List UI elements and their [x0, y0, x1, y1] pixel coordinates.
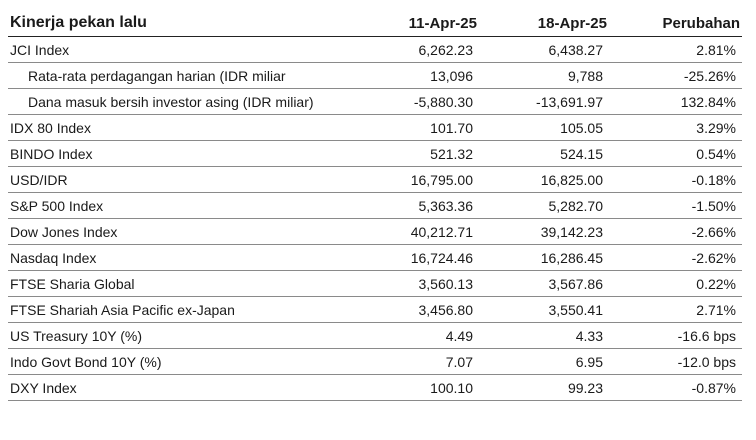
- value-date-2: 3,567.86: [479, 271, 609, 297]
- table-row: [8, 375, 742, 401]
- table-row: [8, 37, 742, 63]
- value-date-2: 524.15: [479, 141, 609, 167]
- value-date-2: 16,825.00: [479, 167, 609, 193]
- change-value: 0.54%: [609, 141, 742, 167]
- table-body: [8, 37, 742, 401]
- value-date-2: 6.95: [479, 349, 609, 375]
- table-header: [8, 10, 742, 37]
- value-date-2: 9,788: [479, 63, 609, 89]
- value-date-1: 6,262.23: [353, 37, 479, 63]
- value-date-2: 3,550.41: [479, 297, 609, 323]
- value-date-2: 39,142.23: [479, 219, 609, 245]
- value-date-1: 16,724.46: [353, 245, 479, 271]
- table-row: [8, 89, 742, 115]
- row-label: US Treasury 10Y (%): [8, 323, 353, 349]
- value-date-2: -13,691.97: [479, 89, 609, 115]
- row-label: Dow Jones Index: [8, 219, 353, 245]
- value-date-2: 99.23: [479, 375, 609, 401]
- row-label: FTSE Sharia Global: [8, 271, 353, 297]
- row-label: Rata-rata perdagangan harian (IDR miliar: [8, 63, 353, 89]
- value-date-1: 101.70: [353, 115, 479, 141]
- table-row: [8, 245, 742, 271]
- column-header-date-2: 18-Apr-25: [479, 10, 609, 37]
- value-date-2: 4.33: [479, 323, 609, 349]
- table-row: [8, 167, 742, 193]
- table-row: [8, 115, 742, 141]
- change-value: -0.18%: [609, 167, 742, 193]
- weekly-performance-table: [8, 10, 742, 401]
- value-date-1: -5,880.30: [353, 89, 479, 115]
- table-row: [8, 193, 742, 219]
- change-value: 3.29%: [609, 115, 742, 141]
- change-value: 132.84%: [609, 89, 742, 115]
- change-value: -2.62%: [609, 245, 742, 271]
- table-title: Kinerja pekan lalu: [8, 10, 353, 37]
- row-label: Indo Govt Bond 10Y (%): [8, 349, 353, 375]
- value-date-1: 7.07: [353, 349, 479, 375]
- value-date-2: 5,282.70: [479, 193, 609, 219]
- change-value: -1.50%: [609, 193, 742, 219]
- column-header-date-1: 11-Apr-25: [353, 10, 479, 37]
- table-row: [8, 297, 742, 323]
- value-date-2: 6,438.27: [479, 37, 609, 63]
- row-label: Dana masuk bersih investor asing (IDR miliar): [8, 89, 353, 115]
- value-date-1: 16,795.00: [353, 167, 479, 193]
- value-date-1: 521.32: [353, 141, 479, 167]
- value-date-1: 40,212.71: [353, 219, 479, 245]
- row-label: DXY Index: [8, 375, 353, 401]
- value-date-2: 16,286.45: [479, 245, 609, 271]
- column-header-change: Perubahan: [609, 10, 742, 37]
- table-row: [8, 349, 742, 375]
- change-value: -12.0 bps: [609, 349, 742, 375]
- value-date-1: 3,456.80: [353, 297, 479, 323]
- header-row: [8, 10, 742, 37]
- row-label: IDX 80 Index: [8, 115, 353, 141]
- table-row: [8, 271, 742, 297]
- value-date-1: 100.10: [353, 375, 479, 401]
- change-value: -16.6 bps: [609, 323, 742, 349]
- table-row: [8, 63, 742, 89]
- change-value: 0.22%: [609, 271, 742, 297]
- table-row: [8, 141, 742, 167]
- change-value: 2.71%: [609, 297, 742, 323]
- row-label: S&P 500 Index: [8, 193, 353, 219]
- row-label: USD/IDR: [8, 167, 353, 193]
- change-value: -2.66%: [609, 219, 742, 245]
- row-label: JCI Index: [8, 37, 353, 63]
- row-label: BINDO Index: [8, 141, 353, 167]
- value-date-1: 3,560.13: [353, 271, 479, 297]
- row-label: Nasdaq Index: [8, 245, 353, 271]
- row-label: FTSE Shariah Asia Pacific ex-Japan: [8, 297, 353, 323]
- value-date-1: 13,096: [353, 63, 479, 89]
- value-date-1: 5,363.36: [353, 193, 479, 219]
- change-value: -25.26%: [609, 63, 742, 89]
- change-value: -0.87%: [609, 375, 742, 401]
- table-row: [8, 219, 742, 245]
- change-value: 2.81%: [609, 37, 742, 63]
- table-row: [8, 323, 742, 349]
- value-date-2: 105.05: [479, 115, 609, 141]
- value-date-1: 4.49: [353, 323, 479, 349]
